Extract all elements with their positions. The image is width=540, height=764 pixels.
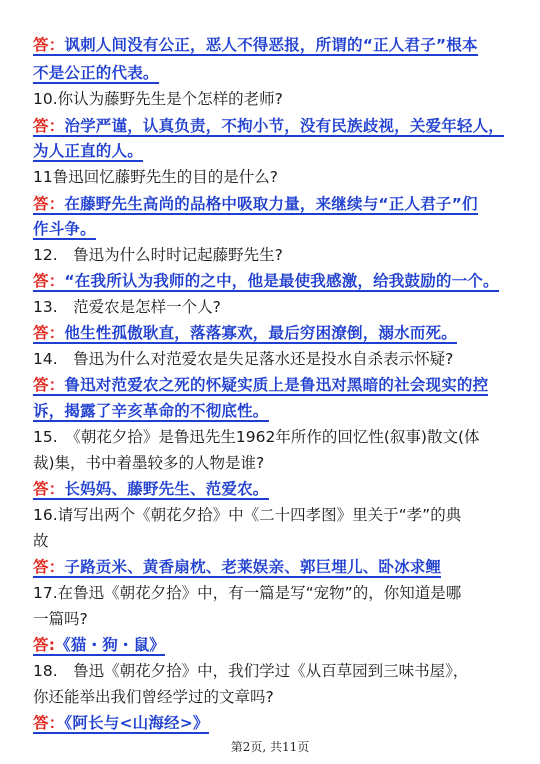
answer-text: 为人正直的人。: [33, 142, 143, 160]
answer-text: 答：治学严谨，认真负责，不拘小节，没有民族歧视，关爱年轻人，: [33, 117, 505, 135]
answer-prefix: 答:: [33, 636, 56, 654]
answer-line: [33, 556, 523, 578]
answer-prefix: 答：: [33, 117, 65, 135]
answer-text: 不是公正的代表。: [33, 64, 159, 82]
answer-prefix: 答：: [33, 195, 65, 213]
answer-line: [33, 374, 523, 396]
question-line: 14. 鲁迅为什么对范爱农是失足落水还是投水自杀表示怀疑?: [33, 350, 454, 368]
question-line: 裁)集，书中着墨较多的人物是谁?: [33, 454, 265, 472]
question-line: 18. 鲁迅《朝花夕拾》中，我们学过《从百草园到三味书屋》，: [33, 662, 469, 680]
answer-text: 答：在藤野先生高尚的品格中吸取力量，来继续与“正人君子”们: [33, 195, 478, 213]
answer-line: [33, 115, 523, 137]
answer-line: [33, 218, 523, 240]
answer-text: 答：子路贡米、黄香扇枕、老莱娱亲、郭巨埋儿、卧冰求鲤: [33, 558, 442, 576]
question-line: 16.请写出两个《朝花夕拾》中《二十四孝图》里关于“孝”的典: [33, 506, 462, 524]
answer-prefix: 答：: [33, 36, 65, 54]
answer-line: [33, 322, 523, 344]
answer-line: [33, 478, 523, 500]
question-line: 12. 鲁迅为什么时时记起藤野先生?: [33, 246, 283, 264]
question-line: 10.你认为藤野先生是个怎样的老师?: [33, 90, 283, 108]
answer-line: [33, 400, 523, 422]
question-line: 17.在鲁迅《朝花夕拾》中，有一篇是写“宠物”的，你知道是哪: [33, 584, 462, 602]
answer-prefix: 答：: [33, 272, 65, 290]
answer-text: 答：他生性孤傲耿直，落落寡欢，最后穷困潦倒，溺水而死。: [33, 324, 457, 342]
answer-prefix: 答：: [33, 324, 65, 342]
answer-text: 答：长妈妈、藤野先生、范爱农。: [33, 480, 269, 498]
answer-prefix: 答：: [33, 558, 65, 576]
answer-line: [33, 712, 523, 734]
page-number-footer: 第2页, 共11页: [230, 740, 310, 754]
answer-line: [33, 62, 523, 84]
answer-text: 答：鲁迅对范爱农之死的怀疑实质上是鲁迅对黑暗的社会现实的控: [33, 376, 489, 394]
answer-prefix: 答：: [33, 480, 65, 498]
answer-text: 答:《猫・狗・鼠》: [33, 636, 166, 654]
question-line: 15. 《朝花夕拾》是鲁迅先生1962年所作的回忆性(叙事)散文(体: [33, 428, 480, 446]
answer-prefix: 答：: [33, 376, 65, 394]
answer-line: [33, 634, 523, 656]
answer-text: 作斗争。: [33, 220, 96, 238]
question-line: 11鲁迅回忆藤野先生的目的是什么?: [33, 168, 278, 186]
answer-text: 答：《阿长与<山海经>》: [33, 714, 209, 732]
question-line: 故: [33, 532, 49, 550]
question-line: 13. 范爱农是怎样一个人?: [33, 298, 221, 316]
answer-text: 答：“在我所认为我师的之中，他是最使我感激，给我鼓励的一个。: [33, 272, 499, 290]
question-line: 一篇吗?: [33, 610, 88, 628]
answer-line: [33, 270, 523, 292]
answer-text: 答：讽刺人间没有公正，恶人不得恶报，所谓的“正人君子”根本: [33, 36, 478, 54]
answer-prefix: 答：: [33, 714, 65, 732]
answer-line: [33, 34, 523, 56]
answer-line: [33, 140, 523, 162]
question-line: 你还能举出我们曾经学过的文章吗?: [33, 688, 274, 706]
answer-text: 诉，揭露了辛亥革命的不彻底性。: [33, 402, 269, 420]
answer-line: [33, 193, 523, 215]
